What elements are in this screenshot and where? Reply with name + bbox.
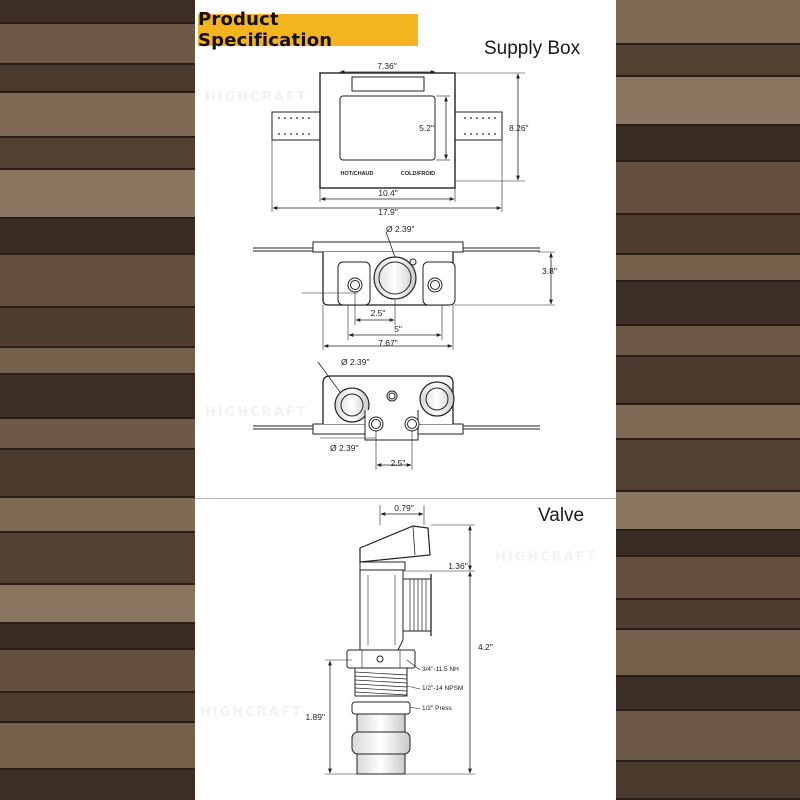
supply-box-top-view xyxy=(253,232,555,350)
press-fitting xyxy=(352,702,410,714)
dim-bottom-port-offset: 2.5" xyxy=(390,458,406,468)
dim-top-port-offset: 2.5" xyxy=(370,308,386,318)
label-press: 1/2" Press xyxy=(422,705,452,712)
right-mounting-bracket xyxy=(454,112,502,140)
top-view-center-port xyxy=(374,257,416,299)
banner-title: Product Specification xyxy=(198,9,333,51)
label-hot: HOT/CHAUD xyxy=(340,171,374,177)
dim-inner-height: 5.2" xyxy=(419,123,434,133)
label-cold: COLD/FROID xyxy=(400,171,436,177)
label-hose-thread: 3/4"-11.5 NH xyxy=(422,666,459,673)
supply-box-title: Supply Box xyxy=(484,38,581,59)
dim-total-width: 17.9" xyxy=(378,207,398,217)
dim-port-spacing: 5" xyxy=(394,324,402,334)
watermark-logo: HIGHCRAFT xyxy=(495,550,598,565)
valve-handle xyxy=(360,526,430,562)
valve-title: Valve xyxy=(538,505,585,526)
label-npsm: 1/2"-14 NPSM xyxy=(422,685,464,692)
dim-top-port-diameter: Ø 2.39" xyxy=(386,224,415,234)
watermark-logo: HIGHCRAFT xyxy=(205,90,308,105)
dim-bottom-port-diameter-top: Ø 2.39" xyxy=(341,357,370,367)
dim-top-width: 7.36" xyxy=(377,61,397,71)
supply-box-front-view xyxy=(272,72,525,212)
dim-outer-height: 8.26" xyxy=(509,123,529,133)
dim-handle-height: 1.36" xyxy=(448,561,468,571)
hose-thread-outlet xyxy=(403,579,431,631)
supply-box-bottom-view xyxy=(253,362,540,470)
dim-depth: 3.8" xyxy=(542,266,557,276)
dim-body-width: 7.67" xyxy=(378,338,398,348)
dim-lower-height: 1.89" xyxy=(305,712,325,722)
valve-body xyxy=(360,570,403,650)
watermark-logo: HIGHCRAFT xyxy=(205,405,308,420)
dim-handle-width: 0.79" xyxy=(394,503,414,513)
watermark-logo: HIGHCRAFT xyxy=(200,705,303,720)
dim-bottom-port-diameter-bottom: Ø 2.39" xyxy=(330,443,359,453)
valve-drawing xyxy=(325,505,475,774)
dim-total-height: 4.2" xyxy=(478,642,493,652)
left-mounting-bracket xyxy=(272,112,320,140)
bottom-view-left-port xyxy=(335,388,369,422)
dim-box-width: 10.4" xyxy=(378,188,398,198)
bottom-view-right-port xyxy=(420,382,454,416)
box-top-tab xyxy=(352,77,424,91)
